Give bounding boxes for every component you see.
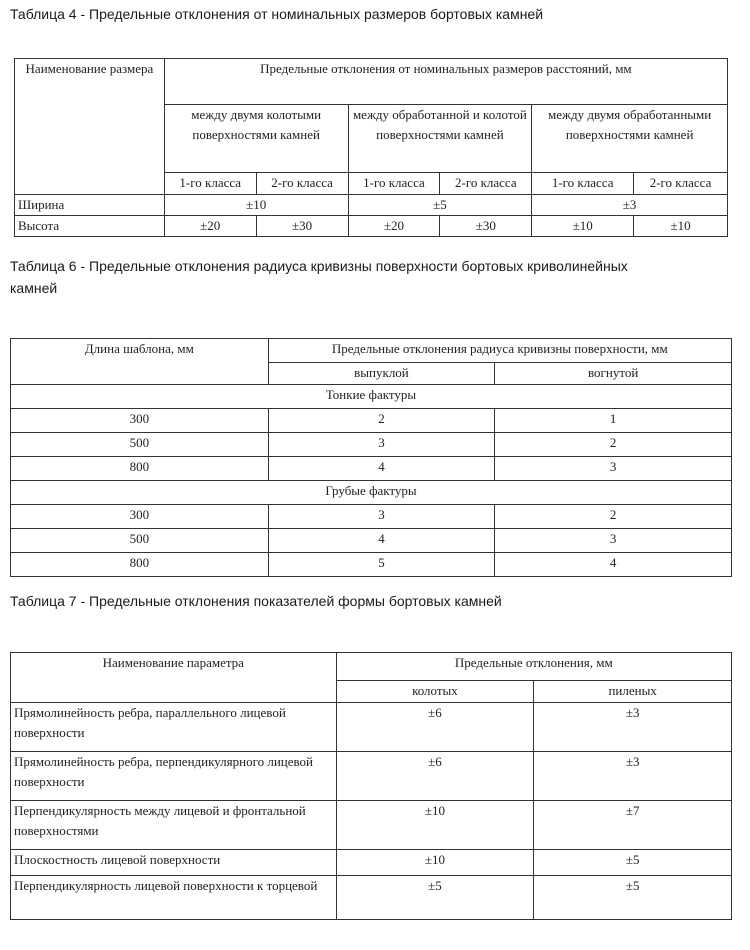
- cell-value: ±10: [634, 216, 728, 237]
- table4-class: 1-го класса: [532, 173, 634, 195]
- table4-class: 2-го класса: [634, 173, 728, 195]
- table4-group-2: между обработанной и колотой поверхностями камней: [348, 105, 532, 173]
- row-label: Плоскостность лицевой поверхности: [11, 850, 337, 876]
- cell-value: 2: [495, 433, 732, 457]
- cell-value: ±20: [348, 216, 440, 237]
- cell-value: ±10: [336, 801, 534, 850]
- cell-value: 1: [495, 409, 732, 433]
- cell-value: ±6: [336, 703, 534, 752]
- table4-group-3: между двумя обработанными поверхностями камней: [532, 105, 728, 173]
- cell-value: ±3: [534, 703, 732, 752]
- cell-value: 5: [268, 553, 495, 577]
- cell-value: 800: [11, 553, 269, 577]
- table-row: [11, 409, 732, 433]
- table-row: [15, 216, 728, 237]
- table4-class: 1-го класса: [348, 173, 440, 195]
- table6-sub: вогнутой: [495, 363, 732, 385]
- cell-value: ±5: [534, 850, 732, 876]
- table4: [14, 58, 728, 237]
- row-label: Прямолинейность ребра, параллельного лицевой поверхности: [11, 703, 337, 752]
- table4-caption: Таблица 4 - Предельные отклонения от номинальных размеров бортовых камней: [10, 6, 544, 22]
- table7-sub: колотых: [336, 681, 534, 703]
- cell-value: 300: [11, 409, 269, 433]
- row-label: Прямолинейность ребра, перпендикулярного лицевой поверхности: [11, 752, 337, 801]
- cell-value: 300: [11, 505, 269, 529]
- table6-caption: Таблица 6 - Предельные отклонения радиуса кривизны поверхности бортовых криволинейных камней: [10, 258, 628, 296]
- table4-group-1: между двумя колотыми поверхностями камней: [164, 105, 348, 173]
- cell-value: ±3: [534, 752, 732, 801]
- table7: [10, 652, 732, 920]
- cell-value: 4: [268, 457, 495, 481]
- cell-value: 4: [495, 553, 732, 577]
- table-row: [11, 505, 732, 529]
- cell-value: 3: [268, 505, 495, 529]
- cell-value: ±10: [164, 195, 348, 216]
- cell-value: ±5: [534, 876, 732, 920]
- cell-value: 500: [11, 433, 269, 457]
- cell-value: ±3: [532, 195, 728, 216]
- table-row: [11, 703, 732, 752]
- table7-head-main: Предельные отклонения, мм: [336, 653, 731, 681]
- cell-value: 3: [495, 457, 732, 481]
- cell-value: 2: [495, 505, 732, 529]
- table6: [10, 338, 732, 577]
- table-row: [11, 433, 732, 457]
- cell-value: ±20: [164, 216, 256, 237]
- table4-class: 2-го класса: [440, 173, 532, 195]
- cell-value: ±30: [256, 216, 348, 237]
- table-row: [11, 553, 732, 577]
- row-label: Ширина: [15, 195, 165, 216]
- table4-head-main: Предельные отклонения от номинальных размеров расстояний, мм: [164, 59, 727, 105]
- cell-value: ±10: [336, 850, 534, 876]
- cell-value: ±5: [348, 195, 532, 216]
- table7-caption: Таблица 7 - Предельные отклонения показателей формы бортовых камней: [10, 593, 502, 609]
- table7-sub: пиленых: [534, 681, 732, 703]
- row-label: Перпендикулярность лицевой поверхности к торцевой: [11, 876, 337, 920]
- cell-value: ±7: [534, 801, 732, 850]
- table7-head-param: Наименование параметра: [11, 653, 337, 703]
- table-row: [11, 457, 732, 481]
- row-label: Перпендикулярность между лицевой и фронтальной поверхностями: [11, 801, 337, 850]
- table-row: [11, 876, 732, 920]
- cell-value: ±10: [532, 216, 634, 237]
- cell-value: 800: [11, 457, 269, 481]
- table6-head-main: Предельные отклонения радиуса кривизны поверхности, мм: [268, 339, 731, 363]
- table4-head-name: Наименование размера: [15, 59, 165, 195]
- row-label: Высота: [15, 216, 165, 237]
- table4-class: 1-го класса: [164, 173, 256, 195]
- section-title: Грубые фактуры: [11, 481, 732, 505]
- cell-value: ±6: [336, 752, 534, 801]
- table4-class: 2-го класса: [256, 173, 348, 195]
- table-row: [15, 195, 728, 216]
- table-row: [11, 752, 732, 801]
- cell-value: 500: [11, 529, 269, 553]
- cell-value: ±5: [336, 876, 534, 920]
- table-row: [11, 850, 732, 876]
- table-row: [11, 801, 732, 850]
- cell-value: 3: [268, 433, 495, 457]
- section-title: Тонкие фактуры: [11, 385, 732, 409]
- table-row: [11, 529, 732, 553]
- table6-head-len: Длина шаблона, мм: [11, 339, 269, 385]
- table6-sub: выпуклой: [268, 363, 495, 385]
- cell-value: ±30: [440, 216, 532, 237]
- cell-value: 2: [268, 409, 495, 433]
- cell-value: 4: [268, 529, 495, 553]
- cell-value: 3: [495, 529, 732, 553]
